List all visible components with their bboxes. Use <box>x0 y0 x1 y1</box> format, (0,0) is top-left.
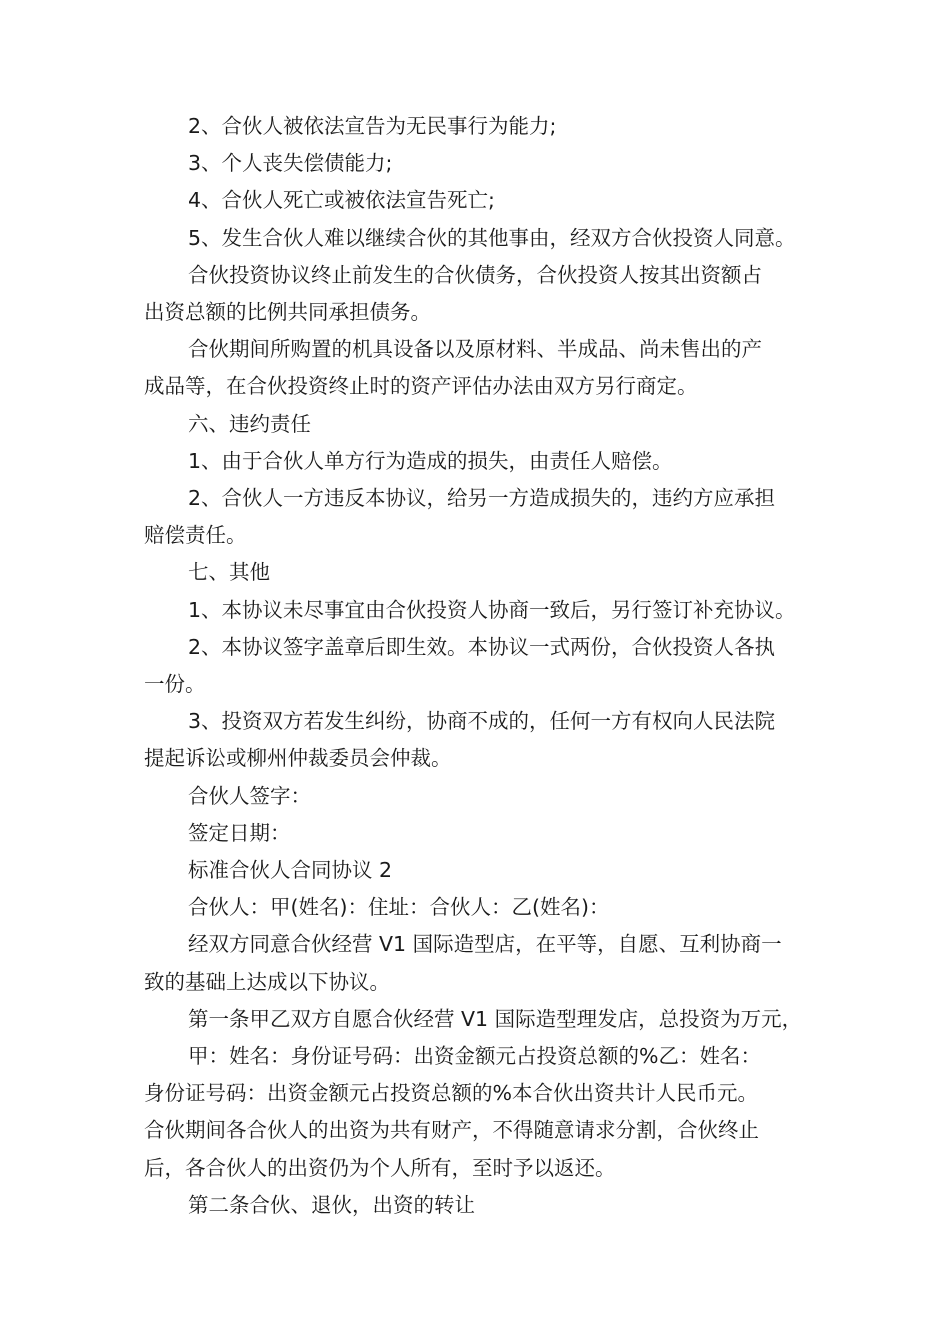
text-line: 赔偿责任。 <box>144 523 247 548</box>
text-line: 4、合伙人死亡或被依法宣告死亡; <box>188 188 495 213</box>
text-line: 身份证号码：出资金额元占投资总额的%本合伙出资共计人民币元。 <box>144 1081 758 1106</box>
section-heading: 六、违约责任 <box>188 411 311 436</box>
text-line: 提起诉讼或柳州仲裁委员会仲裁。 <box>144 746 452 771</box>
text-line: 3、投资双方若发生纠纷，协商不成的，任何一方有权向人民法院 <box>188 709 776 734</box>
text-line: 甲：姓名：身份证号码：出资金额元占投资总额的%乙：姓名： <box>188 1044 761 1069</box>
document-title: 标准合伙人合同协议 2 <box>188 858 393 883</box>
document-body <box>144 108 824 1224</box>
text-line: 合伙投资协议终止前发生的合伙债务，合伙投资人按其出资额占 <box>188 262 762 287</box>
text-line: 致的基础上达成以下协议。 <box>144 969 390 994</box>
signature-label: 合伙人签字： <box>188 783 311 808</box>
text-line: 2、本协议签字盖章后即生效。本协议一式两份，合伙投资人各执 <box>188 634 776 659</box>
text-line: 第一条甲乙双方自愿合伙经营 V1 国际造型理发店，总投资为万元， <box>188 1006 803 1031</box>
text-line: 出资总额的比例共同承担债务。 <box>144 300 431 325</box>
text-line: 合伙期间各合伙人的出资为共有财产，不得随意请求分割，合伙终止 <box>144 1118 759 1143</box>
text-line: 一份。 <box>144 672 206 697</box>
text-line: 后，各合伙人的出资仍为个人所有，至时予以返还。 <box>144 1155 616 1180</box>
text-line: 1、由于合伙人单方行为造成的损失，由责任人赔偿。 <box>188 448 673 473</box>
text-line: 2、合伙人被依法宣告为无民事行为能力; <box>188 114 557 138</box>
text-line: 1、本协议未尽事宜由合伙投资人协商一致后，另行签订补充协议。 <box>188 597 796 622</box>
text-line: 3、个人丧失偿债能力; <box>188 151 393 176</box>
text-line: 经双方同意合伙经营 V1 国际造型店，在平等，自愿、互利协商一 <box>188 932 782 957</box>
text-line: 2、合伙人一方违反本协议，给另一方造成损失的，违约方应承担 <box>188 486 776 511</box>
section-heading: 第二条合伙、退伙，出资的转让 <box>188 1192 475 1217</box>
text-line: 合伙期间所购置的机具设备以及原材料、半成品、尚未售出的产 <box>188 337 762 362</box>
text-line: 合伙人：甲(姓名)：住址：合伙人：乙(姓名)： <box>188 895 610 920</box>
date-label: 签定日期： <box>188 820 291 845</box>
section-heading: 七、其他 <box>188 560 270 585</box>
text-line: 成品等，在合伙投资终止时的资产评估办法由双方另行商定。 <box>144 374 698 399</box>
text-line: 5、发生合伙人难以继续合伙的其他事由，经双方合伙投资人同意。 <box>188 225 796 250</box>
